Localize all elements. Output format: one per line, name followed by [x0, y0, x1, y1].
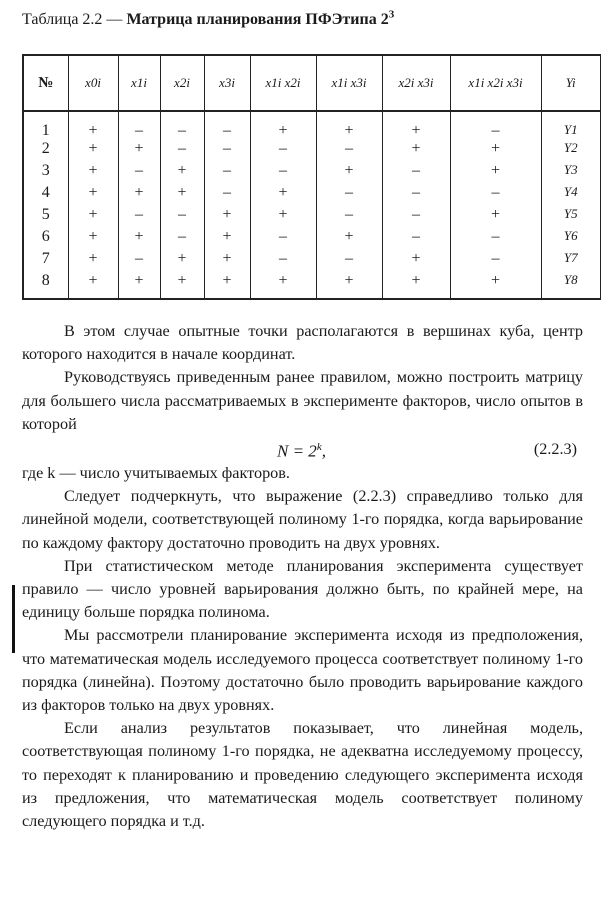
table-cell: – — [450, 184, 541, 206]
table-cell: – — [118, 111, 160, 140]
table-cell: + — [160, 250, 204, 272]
table-cell: + — [68, 162, 118, 184]
table-cell: – — [250, 228, 316, 250]
caption-superscript: 3 — [388, 8, 395, 21]
table-cell: 4 — [41, 184, 50, 201]
table-cell: – — [316, 206, 382, 228]
table-cell: + — [68, 272, 118, 299]
table-header-cell: x1i — [118, 55, 160, 111]
table-cell: + — [250, 111, 316, 140]
table-cell: + — [118, 184, 160, 206]
table-cell: Y8 — [541, 272, 601, 299]
table-cell: – — [250, 250, 316, 272]
table-cell: – — [160, 206, 204, 228]
table-row — [23, 162, 601, 184]
table-cell: – — [450, 228, 541, 250]
table-cell: Y4 — [541, 184, 601, 206]
paragraph-5: При статистическом методе планирования эксперимента существует правило — число уровней варьирования должно быть, по крайней мере, на единицу больше порядка полинома. — [22, 556, 583, 622]
table-cell: Y5 — [541, 206, 601, 228]
table-row — [23, 250, 601, 272]
table-cell: – — [382, 206, 450, 228]
table-cell: + — [68, 250, 118, 272]
table-cell: + — [160, 184, 204, 206]
caption-prefix: Таблица 2.2 — — [22, 11, 127, 28]
table-body — [23, 111, 601, 299]
formula-number: (2.2.3) — [533, 440, 577, 459]
table-cell: – — [250, 140, 316, 162]
table-cell: + — [118, 140, 160, 162]
table-cell: + — [382, 140, 450, 162]
table-header-cell: x1i x2i — [250, 55, 316, 111]
table-cell: – — [316, 184, 382, 206]
table-cell: + — [68, 184, 118, 206]
table-cell: + — [204, 228, 250, 250]
table-cell: 7 — [41, 250, 50, 267]
table-header-cell: Yi — [541, 55, 601, 111]
table-cell: + — [250, 272, 316, 299]
table-header-row — [23, 55, 601, 111]
table-cell: + — [250, 206, 316, 228]
formula-line — [22, 436, 583, 462]
table-cell: – — [382, 162, 450, 184]
table-cell: Y6 — [541, 228, 601, 250]
table-cell: + — [316, 228, 382, 250]
table-cell: – — [204, 111, 250, 140]
table-cell: + — [204, 206, 250, 228]
table-cell: + — [316, 162, 382, 184]
table-cell: – — [316, 140, 382, 162]
table-cell: – — [450, 111, 541, 140]
margin-marker — [12, 585, 15, 653]
table-cell: + — [204, 250, 250, 272]
table-cell: + — [450, 162, 541, 184]
table-cell: + — [160, 162, 204, 184]
table-row — [23, 272, 601, 299]
table-cell: + — [382, 272, 450, 299]
table-header-cell: x1i x2i x3i — [450, 55, 541, 111]
table-cell: + — [382, 111, 450, 140]
table-cell: + — [118, 228, 160, 250]
table-cell: + — [250, 184, 316, 206]
table-cell: + — [68, 140, 118, 162]
table-cell: + — [316, 111, 382, 140]
table-header-cell: x1i x3i — [316, 55, 382, 111]
paragraph-2: Руководствуясь приведенным ранее правилом, можно построить матрицу для большего числа рассматриваемых в эксперименте факторов, число опытов в которой — [22, 368, 583, 433]
table-row — [23, 111, 601, 140]
paragraph-4: Следует подчеркнуть, что выражение (2.2.3) справедливо только для линейной модели, соответствующей полиному 1-го порядка, когда варьирование по каждому фактору достаточно проводить на двух уровнях. — [22, 487, 583, 552]
body-text — [22, 320, 583, 833]
table-header-cell: x3i — [204, 55, 250, 111]
table-cell: + — [160, 272, 204, 299]
table-cell: 3 — [41, 162, 50, 179]
table-cell: – — [118, 250, 160, 272]
caption-title: Матрица планирования ПФЭтипа 2 — [126, 11, 389, 28]
table-cell: – — [204, 184, 250, 206]
formula: $N = 2^k$, — [277, 441, 326, 461]
table-row — [23, 184, 601, 206]
table-cell: – — [118, 206, 160, 228]
table-cell: + — [382, 250, 450, 272]
paragraph-3: где k — число учитываемых факторов. — [22, 464, 290, 483]
table-header-cell: x2i — [160, 55, 204, 111]
paragraph-6: Мы рассмотрели планирование эксперимента исходя из предположения, что математическая модель исследуемого процесса соответствует полиному 1-го порядка (линейна). Поэтому достаточно было проводить варьирование каждого из факторов только на двух уровнях. — [22, 626, 583, 715]
table-cell: + — [68, 228, 118, 250]
table-cell: – — [316, 250, 382, 272]
paragraph-1: В этом случае опытные точки располагаются в вершинах куба, центр которого находится в начале координат. — [22, 322, 583, 364]
table-cell: + — [118, 272, 160, 299]
table-header-cell: x2i x3i — [382, 55, 450, 111]
table-cell: + — [450, 272, 541, 299]
table-cell: Y2 — [541, 140, 601, 162]
table-cell: – — [382, 228, 450, 250]
table-cell: – — [382, 184, 450, 206]
table-cell: – — [250, 162, 316, 184]
table-cell: + — [450, 206, 541, 228]
table-cell: Y3 — [541, 162, 601, 184]
table-row — [23, 140, 601, 162]
table-cell: – — [204, 162, 250, 184]
table-cell: 8 — [41, 272, 50, 289]
table-cell: – — [160, 140, 204, 162]
table-cell: 5 — [41, 206, 50, 223]
table-cell: – — [204, 140, 250, 162]
table-header-cell: x0i — [68, 55, 118, 111]
table-cell: + — [450, 140, 541, 162]
table-cell: Y1 — [541, 111, 601, 140]
table-row — [23, 206, 601, 228]
paragraph-7: Если анализ результатов показывает, что линейная модель, соответствующая полиному 1-го порядка, не адекватна исследуемому процессу, то переходят к планированию и проведению следующего эксперимента исходя из предложения, что математическая модель соответствует полиному следующего порядка и т.д. — [22, 719, 583, 831]
table-cell: + — [316, 272, 382, 299]
table-cell: + — [68, 206, 118, 228]
table-cell: 6 — [41, 228, 50, 245]
table-cell: + — [68, 111, 118, 140]
table-cell: 2 — [41, 140, 50, 157]
table-cell: – — [160, 228, 204, 250]
table-cell: + — [204, 272, 250, 299]
table-cell: Y7 — [541, 250, 601, 272]
table-row — [23, 228, 601, 250]
table-cell: – — [118, 162, 160, 184]
table-cell: – — [160, 111, 204, 140]
table-caption — [22, 10, 394, 30]
table-cell: 1 — [41, 122, 50, 139]
planning-matrix-table — [22, 54, 601, 300]
table-cell: – — [450, 250, 541, 272]
table-header-cell: № — [23, 55, 68, 111]
